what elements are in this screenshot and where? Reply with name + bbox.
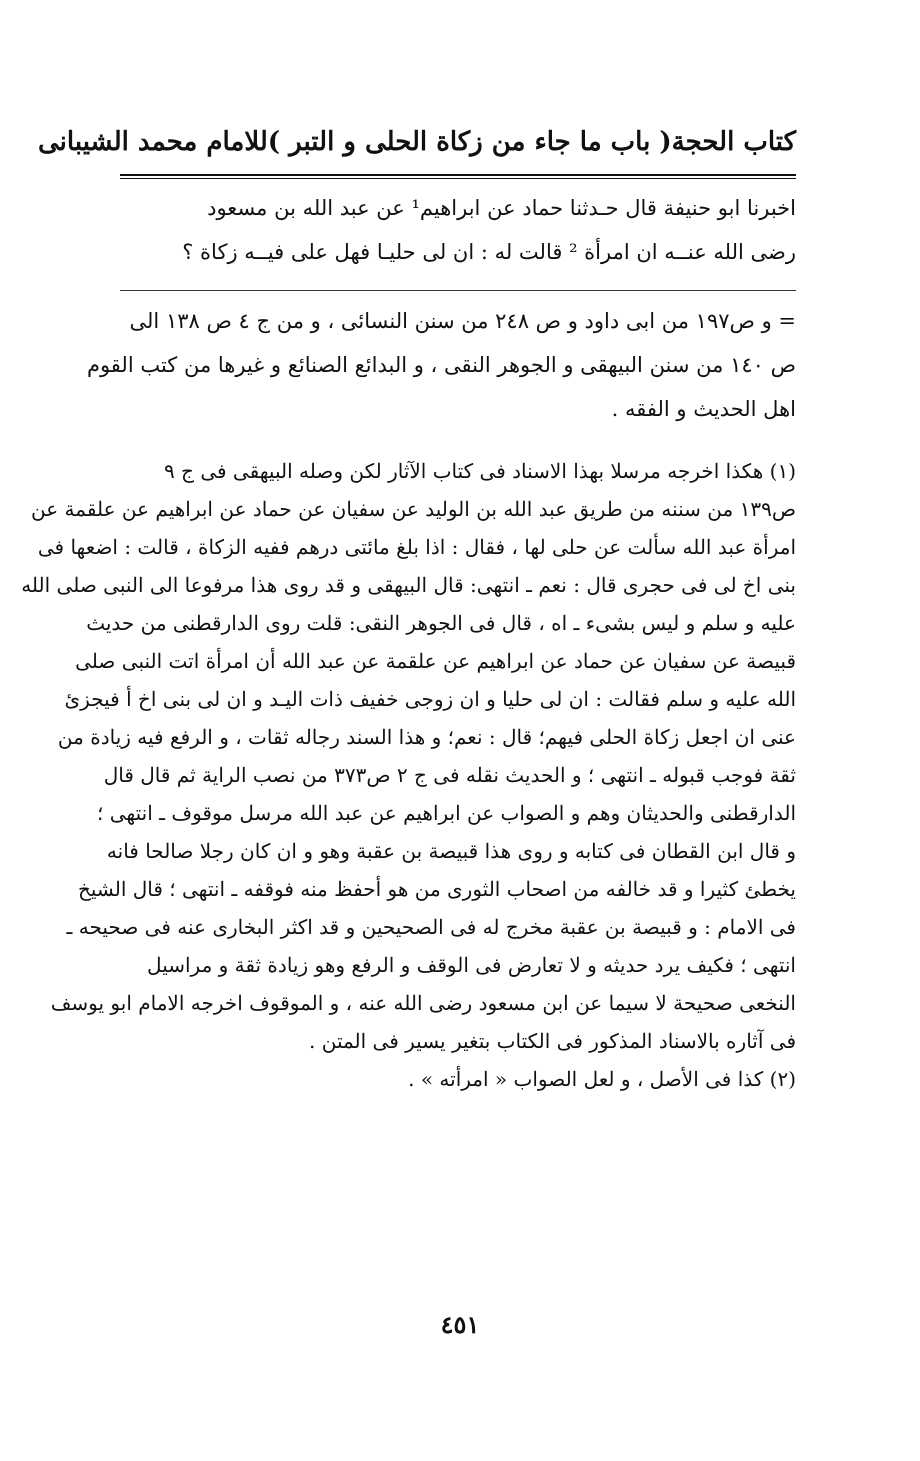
footnote-line: = و ص١٩٧ من ابى داود و ص ٢٤٨ من سنن النسائى ، و من ج ٤ ص ١٣٨ الى bbox=[129, 309, 796, 333]
chapter-title: ( باب ما جاء من زكاة الحلى و التبر ) bbox=[267, 127, 672, 157]
footnote-line: فى آثاره بالاسناد المذكور فى الكتاب بتغير يسير فى المتن . bbox=[309, 1029, 796, 1053]
footnote-line: انتهى ؛ فكيف يرد حديثه و لا تعارض فى الوقف و الرفع وهو زيادة ثقة و مراسيل bbox=[147, 953, 796, 977]
text-line: اخبرنا ابو حنيفة قال حـدثنا حماد عن ابراهيم¹ عن عبد الله بن مسعود bbox=[207, 196, 796, 220]
page-number: ٤٥١ bbox=[440, 1310, 480, 1339]
book-title: كتاب الحجة bbox=[671, 127, 796, 157]
footnotes bbox=[21, 452, 796, 1098]
footnote-line: بنى اخ لى فى حجرى قال : نعم ـ انتهى: قال البيهقى و قد روى هذا مرفوعا الى النبى صلى الله bbox=[21, 573, 796, 597]
footnote-line: النخعى صحيحة لا سيما عن ابن مسعود رضى الله عنه ، و الموقوف اخرجه الامام ابو يوسف bbox=[50, 991, 796, 1015]
footnote-line: ثقة فوجب قبوله ـ انتهى ؛ و الحديث نقله فى ج ٢ ص٣٧٣ من نصب الراية ثم قال قال bbox=[103, 763, 796, 787]
main-text bbox=[120, 186, 796, 274]
text-line: رضى الله عنــه ان امرأة ² قالت له : ان لى حليـا فهل على فيــه زكاة ؟ bbox=[182, 240, 796, 264]
footnote-line: الله عليه و سلم فقالت : ان لى حليا و ان زوجى خفيف ذات اليـد و ان لى بنى اخ أ فيجزئ bbox=[64, 687, 796, 711]
footnote-line: (١) هكذا اخرجه مرسلا بهذا الاسناد فى كتاب الآثار لكن وصله البيهقى فى ج ٩ bbox=[163, 459, 796, 483]
footnote-line: ص ١٤٠ من سنن البيهقى و الجوهر النقى ، و البدائع الصنائع و غيرها من كتب القوم bbox=[86, 353, 796, 377]
header-rule bbox=[120, 174, 796, 176]
footnote-separator bbox=[120, 290, 796, 291]
footnote-line: ص١٣٩ من سننه من طريق عبد الله بن الوليد عن سفيان عن حماد عن ابراهيم عن علقمة عن bbox=[31, 497, 796, 521]
footnote-line: الدارقطنى والحديثان وهم و الصواب عن ابراهيم عن عبد الله مرسل موقوف ـ انتهى ؛ bbox=[97, 801, 796, 825]
running-header bbox=[38, 118, 796, 166]
footnote-line: امرأة عبد الله سألت عن حلى لها ، فقال : اذا بلغ مائتى درهم ففيه الزكاة ، قالت : اضعها فى bbox=[37, 535, 796, 559]
footnote-line: عنى ان اجعل زكاة الحلى فيهم؛ قال : نعم؛ و هذا السند رجاله ثقات ، و الرفع فيه زيادة من bbox=[57, 725, 796, 749]
footnotes-continued bbox=[86, 299, 796, 431]
footnote-line: قبيصة عن سفيان عن حماد عن ابراهيم عن علقمة عن عبد الله أن امرأة اتت النبى صلى bbox=[75, 649, 796, 673]
footnote-line: عليه و سلم و ليس بشىء ـ اه ، قال فى الجوهر النقى: قلت روى الدارقطنى من حديث bbox=[86, 611, 796, 635]
author-name: للامام محمد الشيبانى bbox=[38, 127, 268, 157]
footnote-line: يخطئ كثيرا و قد خالفه من اصحاب الثورى من هو أحفظ منه فوقفه ـ انتهى ؛ قال الشيخ bbox=[77, 877, 796, 901]
footnote-line: فى الامام : و قبيصة بن عقبة مخرج له فى الصحيحين و قد اكثر البخارى عنه فى صحيحه ـ bbox=[66, 915, 796, 939]
header-rule-thin bbox=[120, 178, 796, 179]
footnote-line: (٢) كذا فى الأصل ، و لعل الصواب « امرأته » . bbox=[408, 1067, 796, 1091]
footnote-line: و قال ابن القطان فى كتابه و روى هذا قبيصة بن عقبة وهو و ان كان رجلا صالحا فانه bbox=[106, 839, 796, 863]
footnote-line: اهل الحديث و الفقه . bbox=[611, 397, 796, 421]
